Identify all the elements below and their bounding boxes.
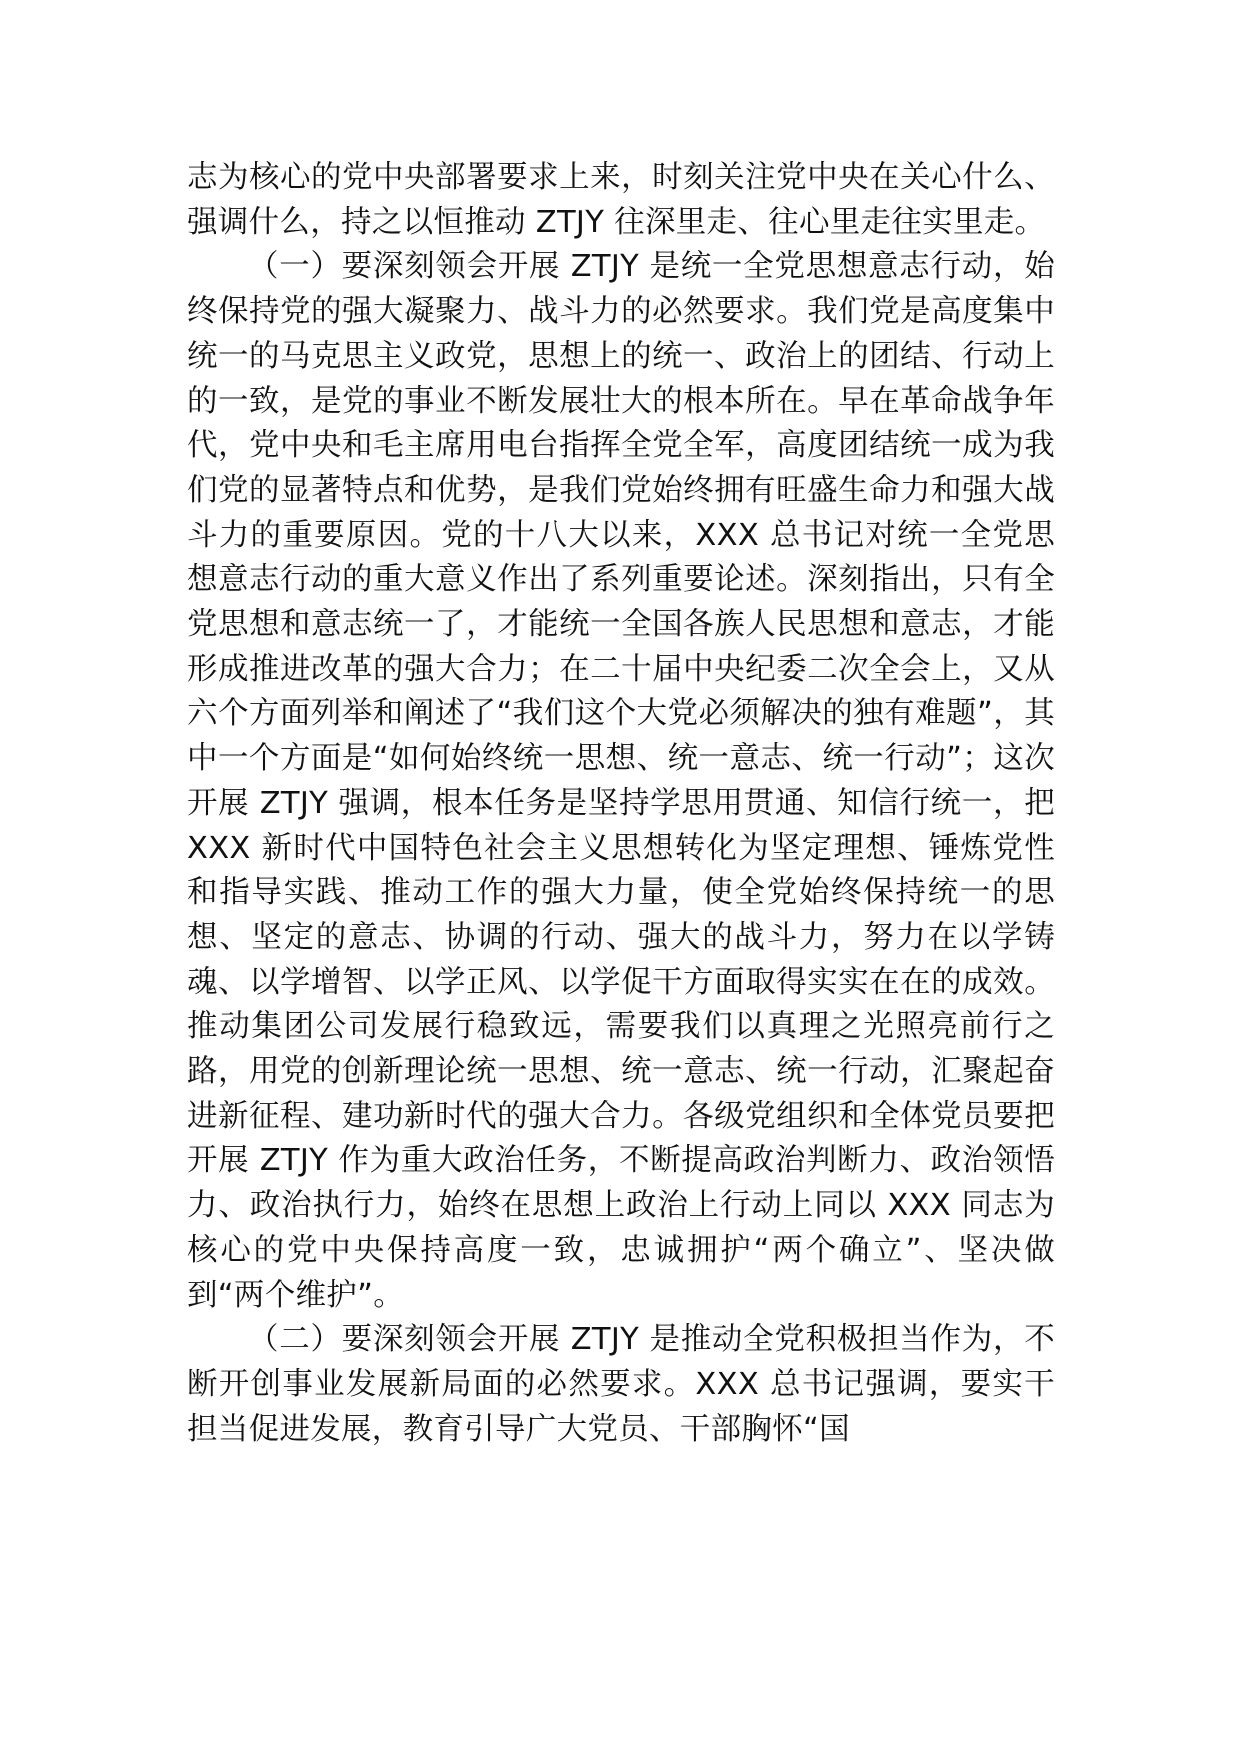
paragraph-continuation: 志为核心的党中央部署要求上来，时刻关注党中央在关心什么、强调什么，持之以恒推动 ZTJY 往深里走、往心里走往实里走。 (187, 160, 1055, 240)
document-body (187, 156, 1055, 1452)
paragraph-section-two: （二）要深刻领会开展 ZTJY 是推动全党积极担当作为，不断开创事业发展新局面的必然要求。XXX 总书记强调，要实干担当促进发展，教育引导广大党员、干部胸怀“国 (187, 1322, 1055, 1447)
paragraph-section-one: （一）要深刻领会开展 ZTJY 是统一全党思想意志行动，始终保持党的强大凝聚力、战斗力的必然要求。我们党是高度集中统一的马克思主义政党，思想上的统一、政治上的团结、行动上的一致，是党的事业不断发展壮大的根本所在。早在革命战争年代，党中央和毛主席用电台指挥全党全军，高度团结统一成为我们党的显著特点和优势，是我们党始终拥有旺盛生命力和强大战斗力的重要原因。党的十八大以来，XXX 总书记对统一全党思想意志行动的重大意义作出了系列重要论述。深刻指出，只有全党思想和意志统一了，才能统一全国各族人民思想和意志，才能形成推进改革的强大合力；在二十届中央纪委二次全会上，又从六个方面列举和阐述了“我们这个大党必须解决的独有难题”，其中一个方面是“如何始终统一思想、统一意志、统一行动”；这次开展 ZTJY 强调，根本任务是坚持学思用贯通、知信行统一，把 XXX 新时代中国特色社会主义思想转化为坚定理想、锤炼党性和指导实践、推动工作的强大力量，使全党始终保持统一的思想、坚定的意志、协调的行动、强大的战斗力，努力在以学铸魂、以学增智、以学正风、以学促干方面取得实实在在的成效。推动集团公司发展行稳致远，需要我们以真理之光照亮前行之路，用党的创新理论统一思想、统一意志、统一行动，汇聚起奋进新征程、建功新时代的强大合力。各级党组织和全体党员要把开展 ZTJY 作为重大政治任务，不断提高政治判断力、政治领悟力、政治执行力，始终在思想上政治上行动上同以 XXX 同志为核心的党中央保持高度一致，忠诚拥护“两个确立”、坚决做到“两个维护”。 (187, 249, 1055, 1313)
